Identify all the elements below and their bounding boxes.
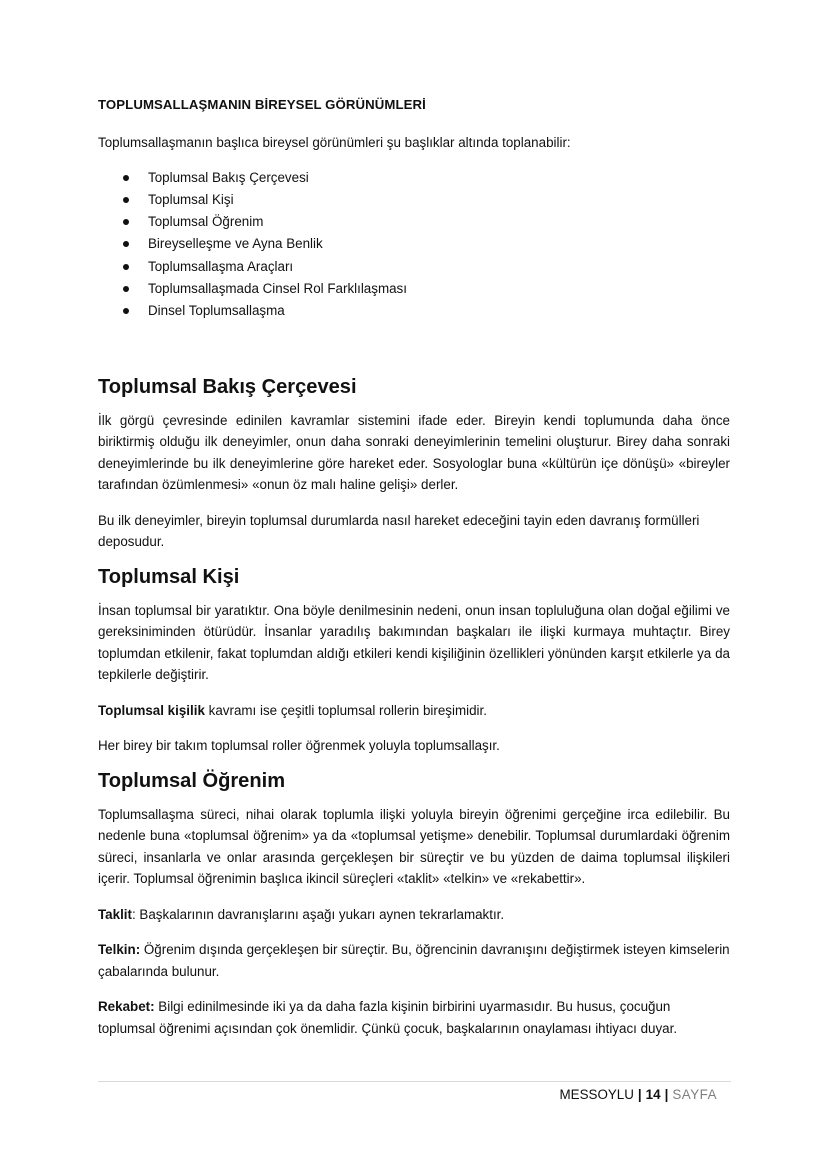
section-paragraph: Toplumsallaşma süreci, nihai olarak toplumla ilişki yoluyla bireyin öğrenimi gerçeğine irca edilebilir. Bu nedenle buna «toplumsal öğrenim» ya da «toplumsal yetişme» denebilir. Toplumsal durumlardaki öğrenim süreci, insanlarla ve onlar arasında gerçekleşen bir süreçtir ve bu yüzden de daima toplumsal ilişkileri içerir. Toplumsal öğrenimin başlıca ikincil süreçleri «taklit» «telkin» ve «rekabettir». bbox=[98, 806, 730, 887]
section-paragraph: Toplumsal kişilik kavramı ise çeşitli toplumsal rollerin bireşimidir. bbox=[98, 702, 487, 718]
bullet-icon bbox=[123, 264, 129, 270]
section-paragraph: Bu ilk deneyimler, bireyin toplumsal durumlarda nasıl hareket edeceğini tayin eden davranış formülleri deposudur. bbox=[98, 512, 700, 550]
bullet-icon bbox=[123, 175, 129, 181]
page-footer bbox=[560, 1086, 718, 1104]
bold-term: Taklit bbox=[98, 906, 132, 922]
document-title: TOPLUMSALLAŞMANIN BİREYSEL GÖRÜNÜMLERİ bbox=[98, 97, 426, 112]
definition-taklit: Taklit: Başkalarının davranışlarını aşağı yukarı aynen tekrarlamaktır. bbox=[98, 906, 505, 922]
list-item: Bireyselleşme ve Ayna Benlik bbox=[98, 233, 730, 255]
bold-term: Telkin: bbox=[98, 942, 141, 958]
bold-term: Rekabet: bbox=[98, 999, 155, 1015]
definition-telkin: Telkin: Öğrenim dışında gerçekleşen bir süreçtir. Bu, öğrencinin davranışını değiştirmek isteyen kimselerin çabalarında bulunur. bbox=[98, 942, 730, 979]
topics-list bbox=[98, 167, 730, 323]
section-paragraph: Her birey bir takım toplumsal roller öğrenmek yoluyla toplumsallaşır. bbox=[98, 738, 500, 754]
list-item: Toplumsallaşma Araçları bbox=[98, 256, 730, 278]
section-heading-kisi: Toplumsal Kişi bbox=[98, 565, 240, 588]
section-heading-ogrenim: Toplumsal Öğrenim bbox=[98, 769, 286, 792]
footer-separator: | bbox=[637, 1087, 642, 1102]
footer-divider bbox=[98, 1081, 731, 1082]
bullet-icon bbox=[123, 219, 129, 225]
bullet-icon bbox=[123, 241, 129, 247]
section-paragraph: İnsan toplumsal bir yaratıktır. Ona böyle denilmesinin nedeni, onun insan topluluğuna olan doğal eğilimi ve gereksiniminden ötürüdür. İnsanlar yaradılış bakımından başkaları ile ilişki kurmaya muhtaçtır. Birey toplumdan etkilenir, fakat toplumdan aldığı etkileri kendi kişiliğinin özellikleri yönünden karşıt etkilerle ya da tepkilerle değiştirir. bbox=[98, 602, 730, 683]
definition-rekabet: Rekabet: Bilgi edinilmesinde iki ya da daha fazla kişinin birbirini uyarmasıdır. Bu husus, çocuğun toplumsal öğrenimi açısından çok önemlidir. Çünkü çocuk, başkalarının onaylaması ihtiyacı duyar. bbox=[98, 999, 678, 1036]
list-item: Toplumsal Kişi bbox=[98, 189, 730, 211]
footer-separator: | bbox=[664, 1087, 669, 1102]
document-page bbox=[98, 96, 730, 1039]
list-item: Dinsel Toplumsallaşma bbox=[98, 300, 730, 322]
bullet-icon bbox=[123, 286, 129, 292]
bullet-icon bbox=[123, 308, 129, 314]
list-item: Toplumsal Öğrenim bbox=[98, 211, 730, 233]
list-item: Toplumsal Bakış Çerçevesi bbox=[98, 167, 730, 189]
section-paragraph: İlk görgü çevresinde edinilen kavramlar sistemini ifade eder. Bireyin kendi toplumunda daha önce biriktirmiş olduğu ilk deneyimler, onun daha sonraki deneyimlerinin temelini oluşturur. Birey daha sonraki deneyimlerinde bu ilk deneyimlerine göre hareket eder. Sosyologlar buna «kültürün içe dönüşü» «bireyler tarafından özümlenmesi» «onun öz malı haline gelişi» derler. bbox=[98, 412, 730, 493]
bold-term: Toplumsal kişilik bbox=[98, 702, 205, 718]
bullet-icon bbox=[123, 197, 129, 203]
section-heading-bakis: Toplumsal Bakış Çerçevesi bbox=[98, 375, 357, 398]
list-item: Toplumsallaşmada Cinsel Rol Farklılaşması bbox=[98, 278, 730, 300]
page-number: 14 bbox=[645, 1087, 661, 1102]
intro-paragraph: Toplumsallaşmanın başlıca bireysel görünümleri şu başlıklar altında toplanabilir: bbox=[98, 135, 571, 150]
footer-author: MESSOYLU bbox=[559, 1087, 634, 1102]
page-word: SAYFA bbox=[672, 1087, 717, 1102]
